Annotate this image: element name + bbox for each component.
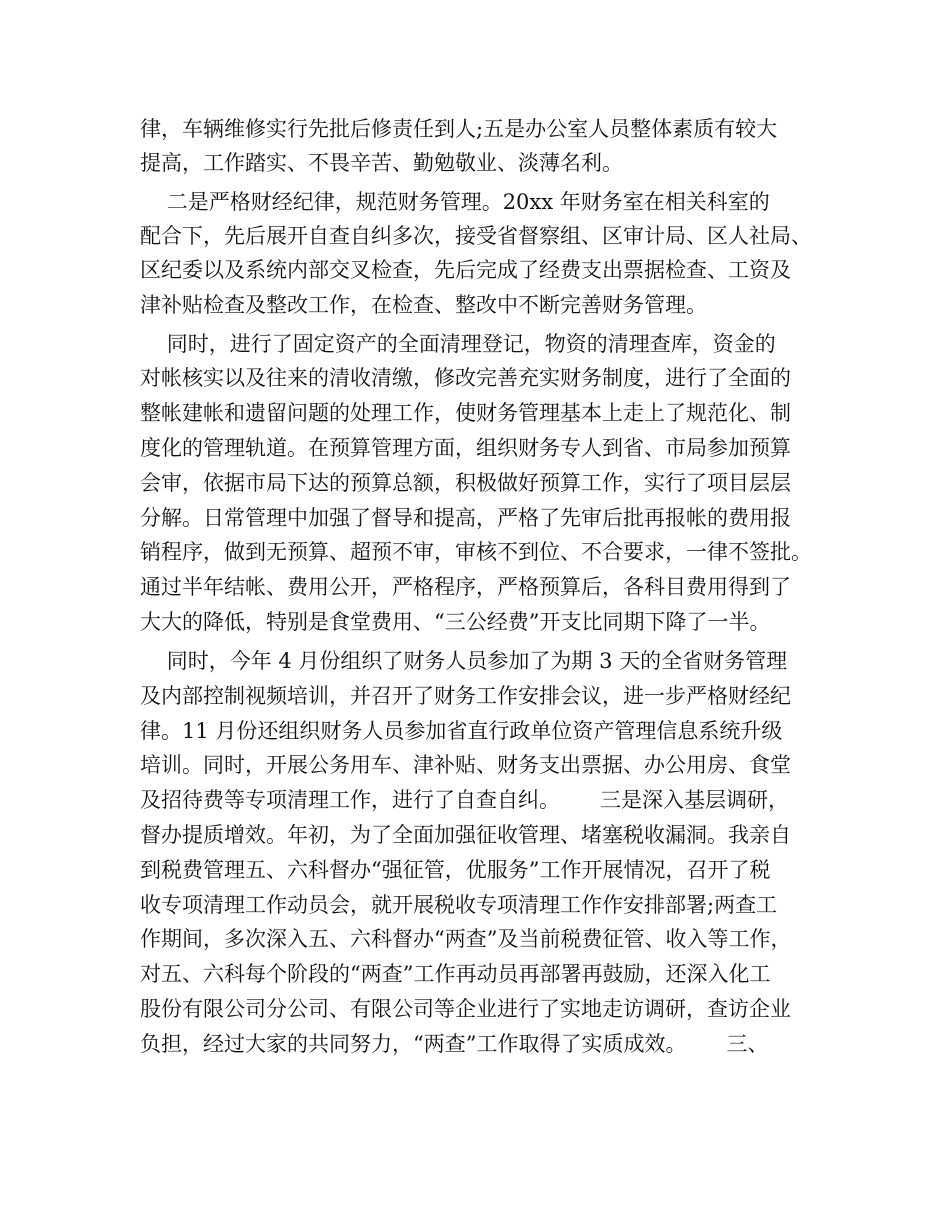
text-line-10: 度化的管理轨道。在预算管理方面，组织财务专人到省、市局参加预算 (140, 436, 791, 460)
text-line-25: 对五、六科每个阶段的“两查”工作再动员再部署再鼓励，还深入化工 (140, 962, 771, 986)
text-line-5: 区纪委以及系统内部交叉检查，先后完成了经费支出票据检查、工资及 (140, 258, 791, 282)
text-line-2: 提高，工作踏实、不畏辛苦、勤勉敬业、淡薄名利。 (140, 151, 623, 175)
text-line-21: 督办提质增效。年初，为了全面加强征收管理、堵塞税收漏洞。我亲自 (140, 823, 791, 847)
text-line-1: 律，车辆维修实行先批后修责任到人;五是办公室人员整体素质有较大 (140, 117, 778, 141)
text-line-24: 作期间，多次深入五、六科督办“两查”及当前税费征管、收入等工作， (140, 927, 792, 951)
text-line-27: 负担，经过大家的共同努力，“两查”工作取得了实质成效。 三、 (140, 1032, 769, 1056)
text-line-3: 二是严格财经纪律，规范财务管理。20xx 年财务室在相关科室的 (140, 190, 770, 214)
text-line-15: 大大的降低，特别是食堂费用、“三公经费”开支比同期下降了一半。 (140, 610, 771, 634)
text-line-23: 收专项清理工作动员会，就开展税收专项清理工作作安排部署;两查工 (140, 893, 778, 917)
text-line-9: 整帐建帐和遗留问题的处理工作，使财务管理基本上走上了规范化、制 (140, 401, 791, 425)
text-line-22: 到税费管理五、六科督办“强征管，优服务”工作开展情况，召开了税 (140, 858, 771, 882)
text-line-13: 销程序，做到无预算、超预不审，审核不到位、不合要求，一律不签批。 (140, 540, 812, 564)
text-line-4: 配合下，先后展开自查自纠多次，接受省督察组、区审计局、区人社局、 (140, 224, 812, 248)
text-line-7: 同时，进行了固定资产的全面清理登记，物资的清理查库，资金的 (140, 332, 776, 356)
text-line-14: 通过半年结帐、费用公开，严格程序，严格预算后，各科目费用得到了 (140, 575, 791, 599)
text-line-26: 股份有限公司分公司、有限公司等企业进行了实地走访调研，查访企业 (140, 997, 791, 1021)
text-line-19: 培训。同时，开展公务用车、津补贴、财务支出票据、办公用房、食堂 (140, 753, 791, 777)
text-line-18: 律。11 月份还组织财务人员参加省直行政单位资产管理信息系统升级 (140, 719, 783, 743)
text-line-11: 会审，依据市局下达的预算总额，积极做好预算工作，实行了项目层层 (140, 471, 791, 495)
text-line-17: 及内部控制视频培训，并召开了财务工作安排会议，进一步严格财经纪 (140, 684, 791, 708)
text-line-16: 同时，今年 4 月份组织了财务人员参加了为期 3 天的全省财务管理 (140, 649, 788, 673)
text-line-12: 分解。日常管理中加强了督导和提高，严格了先审后批再报帐的费用报 (140, 506, 791, 530)
text-line-20: 及招待费等专项清理工作，进行了自查自纠。 三是深入基层调研， (140, 788, 790, 812)
text-line-8: 对帐核实以及往来的清收清缴，修改完善充实财务制度，进行了全面的 (140, 366, 791, 390)
text-line-6: 津补贴检查及整改工作，在检查、整改中不断完善财务管理。 (140, 293, 707, 317)
